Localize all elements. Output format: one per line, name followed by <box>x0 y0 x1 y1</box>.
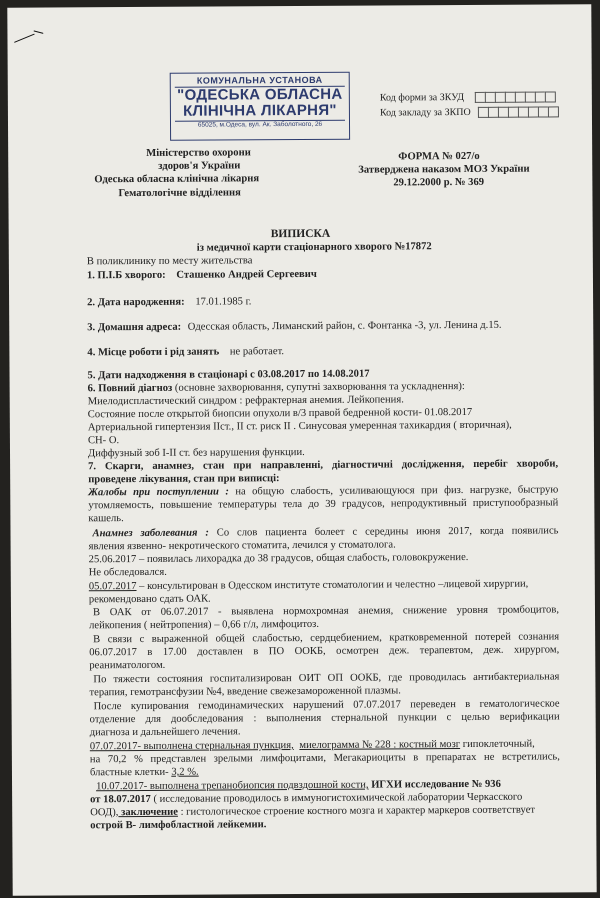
address-label: 3. Домашня адреса: <box>87 321 182 334</box>
ihc-lab: ( исследование проводилось в иммуногистохимической лаборатории Черкасского <box>150 791 523 805</box>
dob-row <box>87 295 251 309</box>
complaints-text: на общую слабость, усиливающуюся при физ. нагрузке, быструю <box>235 484 559 498</box>
code-zkpo-boxes <box>478 106 559 119</box>
ministry-line-2: здоров'я України <box>158 160 241 172</box>
diagnosis-line: Состояние после открытой биопсии опухоли в/3 правой бедренной кости- 01.08.2017 <box>87 406 473 421</box>
anamnesis-line-8: лейкопения ( нейтропения) – 0,66 г/л, лимфоцитоз. <box>89 618 320 632</box>
diagnosis-note: (основне захворювання, супутні захворювання та ускладнення): <box>174 381 465 394</box>
doc-subtitle: із медичної карти стаціонарного хворого №17872 <box>196 241 432 254</box>
doc-title: ВИПИСКА <box>270 227 331 241</box>
blast-cells-value: 3,2 %. <box>171 766 199 778</box>
trephine-biopsy: 10.07.2017- выполнена трепанобиопсия подвздошной кости, <box>96 779 369 793</box>
conclusion-label: заключение <box>118 806 178 819</box>
hospital-stamp <box>170 72 350 141</box>
admission-dates: 5. Дати надходження в стаціонарі с 03.08.2017 по 14.08.2017 <box>87 368 370 382</box>
complaints-line-3: кашель. <box>88 513 124 525</box>
form-approved: Затверджена наказом МОЗ України <box>358 163 530 176</box>
stamp-line-3: КЛІНІЧНА ЛІКАРНЯ" <box>183 101 337 120</box>
blast-cells-line <box>90 766 199 780</box>
stamp-line-1: КОМУНАЛЬНА УСТАНОВА <box>196 74 323 86</box>
ministry-line-1: Міністерство охорони <box>146 147 251 159</box>
form-title: ФОРМА № 027/о <box>398 150 480 163</box>
anamnesis-label: Анамнез заболевания : <box>92 527 209 540</box>
ministry-line-3: Одеська обласна клінічна лікарня <box>94 173 260 186</box>
patient-name-value: Сташенко Андрей Сергеевич <box>176 268 317 281</box>
work-row <box>87 345 284 359</box>
anamnesis-line-7: В ОАК от 06.07.2017 - выявлена нормохромная анемия, снижение уровня тромбоцитов, <box>92 604 560 619</box>
code-zkpo-label: Код закладу за ЗКПО <box>379 106 471 119</box>
section7-line-2: проведене лікування, стан при виписці: <box>88 473 280 486</box>
dob-value: 17.01.1985 г. <box>195 296 252 308</box>
anamnesis-line-14: После купирования гемодинамических нарушений 07.07.2017 переведен в гематологическое <box>93 698 560 713</box>
anamnesis-line-5-text: – консультирован в Одесском институте стоматологии и челестно –лицевой хирургии, <box>136 578 529 593</box>
diagnosis-line: Артериальной гипертензия IIст., II ст. риск II . Синусовая умеренная тахикардия ( вторичная), <box>87 419 512 434</box>
destination: В поликлинику по месту жительства <box>86 255 253 268</box>
anamnesis-line-18: на 70,2 % представлен зрелыми лимфоцитами, Мегакариоциты в препаратах не встретились, <box>89 751 560 766</box>
diagnosis-label: 6. Повний діагноз <box>87 382 173 395</box>
anamnesis-line-5 <box>89 578 529 594</box>
code-zkud-boxes <box>475 91 556 104</box>
anamnesis-line-11: реаниматологом. <box>89 659 166 672</box>
work-value: не работает. <box>229 346 285 358</box>
anamnesis-text: Со слов пациента болеет с середины июня 2017, когда появились <box>216 525 559 539</box>
anamnesis-line-15: отделение для дообследования : выполнения стернальной пункции с целью верификации <box>89 711 560 726</box>
stamp-address: 65025, м.Одеса, вул. Ак. Заболотного, 26 <box>197 120 323 129</box>
anamnesis-line-13: терапия, гемотрансфузии №4, введение свежезамороженной плазмы. <box>89 685 401 699</box>
anamnesis-line-2: явления язвенно- некротического стоматита, лечился у стоматолога. <box>88 539 396 553</box>
complaints-label: Жалобы при поступлении : <box>88 486 229 499</box>
form-date: 29.12.2000 р. № 369 <box>393 176 485 189</box>
stamp-line-2: "ОДЕСЬКА ОБЛАСНА <box>177 85 343 104</box>
anamnesis-line-6: рекомендовано сдать ОАК. <box>88 593 211 606</box>
address-row <box>87 319 501 335</box>
myelogram-ref: миелограмма № 228 : костный мозг <box>299 739 461 752</box>
ihc-study: ИГХИ исследование № 936 <box>368 778 501 791</box>
section7-line-1: 7. Скарги, анамнез, стан при направленні, діагностичні дослідження, перебіг хвороби, <box>88 458 559 473</box>
conclusion-text: : гистологическое строение костного мозга и характер маркеров соответствует <box>177 804 536 818</box>
code-zkud-label: Код форми за ЗКУД <box>379 92 465 104</box>
anamnesis-line-10: 06.07.2017 в 17.00 доставлен в ПО ООКБ, осмотрен деж. терапевтом, деж. хирургом, <box>89 644 560 659</box>
diagnosis-line: Диффузный зоб I-II ст. без нарушения функции. <box>87 446 305 460</box>
pen-mark <box>33 30 43 34</box>
sternal-puncture-date: 07.07.2017- выполнена стернальная пункция, <box>89 740 294 753</box>
date-0507: 05.07.2017 <box>88 581 137 593</box>
ihc-date: от 18.07.2017 <box>90 793 151 806</box>
address-value: Одесская область, Лиманский район, с. Фонтанка -3, ул. Ленина д.15. <box>187 319 502 333</box>
patient-name-label: 1. П.І.Б хворого: <box>86 269 166 282</box>
work-label: 4. Місце роботи і рід занять <box>87 346 220 359</box>
conclusion-line <box>90 804 535 820</box>
pen-mark <box>14 34 35 44</box>
complaints-line-2: утомляемость, повышение температуры тела до 39 градусов, непродуктивный приступообразный <box>88 497 559 512</box>
code-zkud <box>380 90 556 104</box>
patient-name-row <box>87 268 317 282</box>
ministry-line-4: Гематологічне відділення <box>118 187 241 200</box>
anamnesis-line-9: В связи с выраженной общей слабостью, сердцебиением, кратковременной потерей сознания <box>93 631 560 646</box>
anamnesis-line-3: 25.06.2017 – появилась лихорадка до 38 градусов, общая слабость, головокружение. <box>88 551 469 566</box>
anamnesis-line-12: По тяжести состояния госпитализирован ОИТ ОП ООКБ, где проводилась антибактериальная <box>93 671 560 686</box>
code-zkpo <box>380 105 559 119</box>
sternal-puncture-rest: гипоклеточный, <box>460 738 535 751</box>
document-page <box>7 4 596 896</box>
diagnosis-line: Миелодиспластический синдром : рефрактерная анемия. Лейкопения. <box>87 394 404 408</box>
anamnesis-line-4: Не обследовался. <box>88 566 167 579</box>
anamnesis-line-16: диагноза и дальнейшего лечения. <box>89 726 241 739</box>
final-diagnosis: острой В- лимфобластной лейкемии. <box>90 819 267 832</box>
ihc-org: ООД), <box>90 807 119 819</box>
dob-label: 2. Дата народження: <box>87 296 185 309</box>
diagnosis-heading <box>88 380 465 395</box>
blast-cells-label: бластные клетки- <box>89 766 172 779</box>
diagnosis-line: СН- О. <box>87 435 120 447</box>
